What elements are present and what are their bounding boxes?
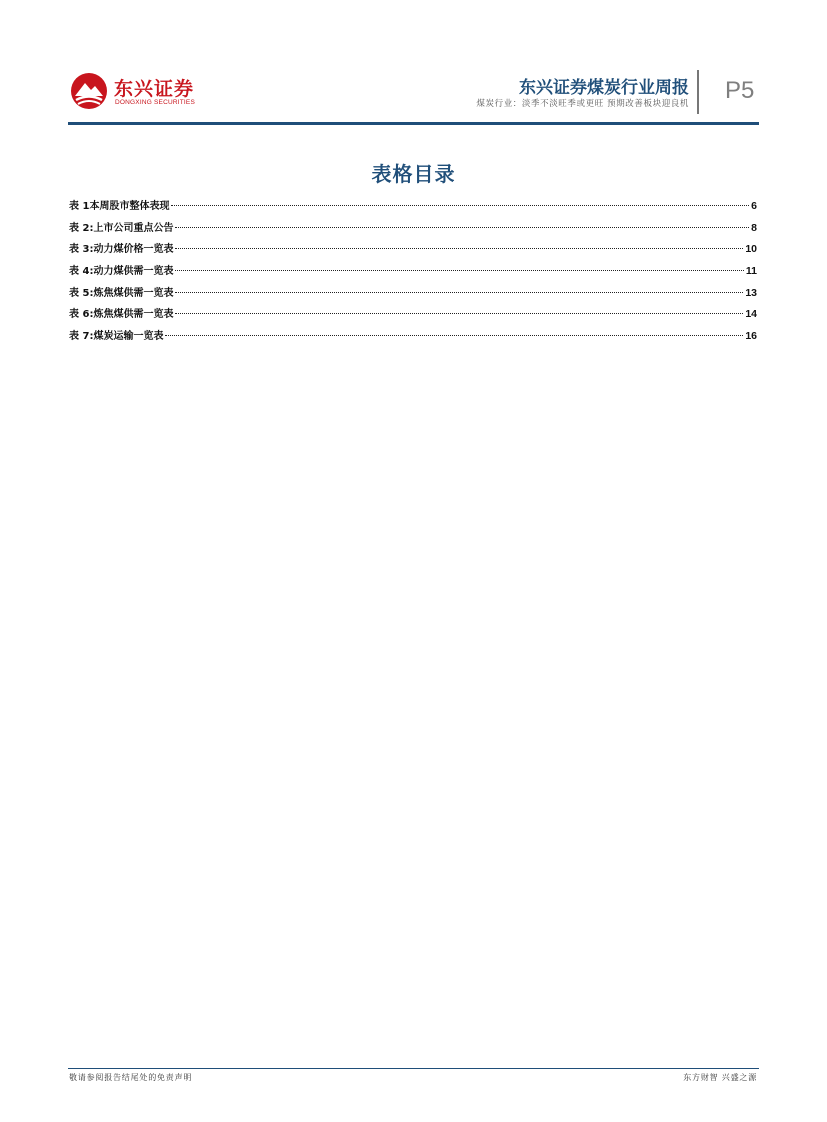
logo-english-name: DONGXING SECURITIES (115, 99, 196, 106)
footer-rule (68, 1068, 759, 1069)
toc-entry[interactable] (69, 305, 757, 327)
page-header (0, 0, 827, 130)
toc-entry-label: 表 2:上市公司重点公告 (69, 222, 174, 234)
toc-leader-dots (175, 247, 743, 249)
toc-entry[interactable] (69, 240, 757, 262)
toc-entry[interactable] (69, 197, 757, 219)
toc-leader-dots (171, 204, 749, 206)
toc-entry-page: 10 (745, 243, 757, 256)
toc-entry-label: 表 1本周股市整体表现 (69, 201, 170, 212)
report-subtitle: 煤炭行业：淡季不淡旺季或更旺 预期改善板块迎良机 (476, 99, 689, 109)
toc-leader-dots (175, 312, 743, 314)
toc-entry-page: 14 (745, 308, 757, 321)
toc-entry-label: 表 5:炼焦煤供需一览表 (69, 287, 174, 299)
toc-entry-label: 表 7:煤炭运输一览表 (69, 331, 164, 343)
table-of-tables (69, 197, 757, 349)
company-logo (70, 72, 210, 112)
toc-leader-dots (175, 291, 743, 293)
toc-entry-page: 11 (745, 265, 757, 278)
header-rule (68, 122, 759, 125)
logo-mark-icon (70, 72, 108, 110)
toc-leader-dots (165, 334, 743, 336)
toc-entry-page: 13 (745, 286, 757, 299)
footer-slogan: 东方财智 兴盛之源 (683, 1073, 757, 1082)
report-title: 东兴证券煤炭行业周报 (519, 78, 689, 98)
toc-title: 表格目录 (371, 162, 456, 186)
toc-entry-page: 8 (751, 221, 757, 234)
toc-entry-page: 16 (745, 330, 757, 343)
toc-entry-label: 表 6:炼焦煤供需一览表 (69, 309, 174, 321)
toc-leader-dots (175, 269, 743, 271)
header-divider (697, 70, 699, 114)
toc-entry[interactable] (69, 284, 757, 306)
toc-entry[interactable] (69, 262, 757, 284)
toc-entry-label: 表 4:动力煤供需一览表 (69, 266, 174, 278)
toc-leader-dots (175, 226, 749, 228)
toc-entry[interactable] (69, 327, 757, 349)
logo-chinese-name: 东兴证券 (114, 78, 195, 100)
page-number: P5 (725, 77, 755, 104)
toc-entry-label: 表 3:动力煤价格一览表 (69, 244, 174, 256)
toc-entry-page: 6 (751, 200, 757, 212)
footer-disclaimer: 敬请参阅报告结尾处的免责声明 (69, 1073, 193, 1082)
toc-entry[interactable] (69, 219, 757, 241)
